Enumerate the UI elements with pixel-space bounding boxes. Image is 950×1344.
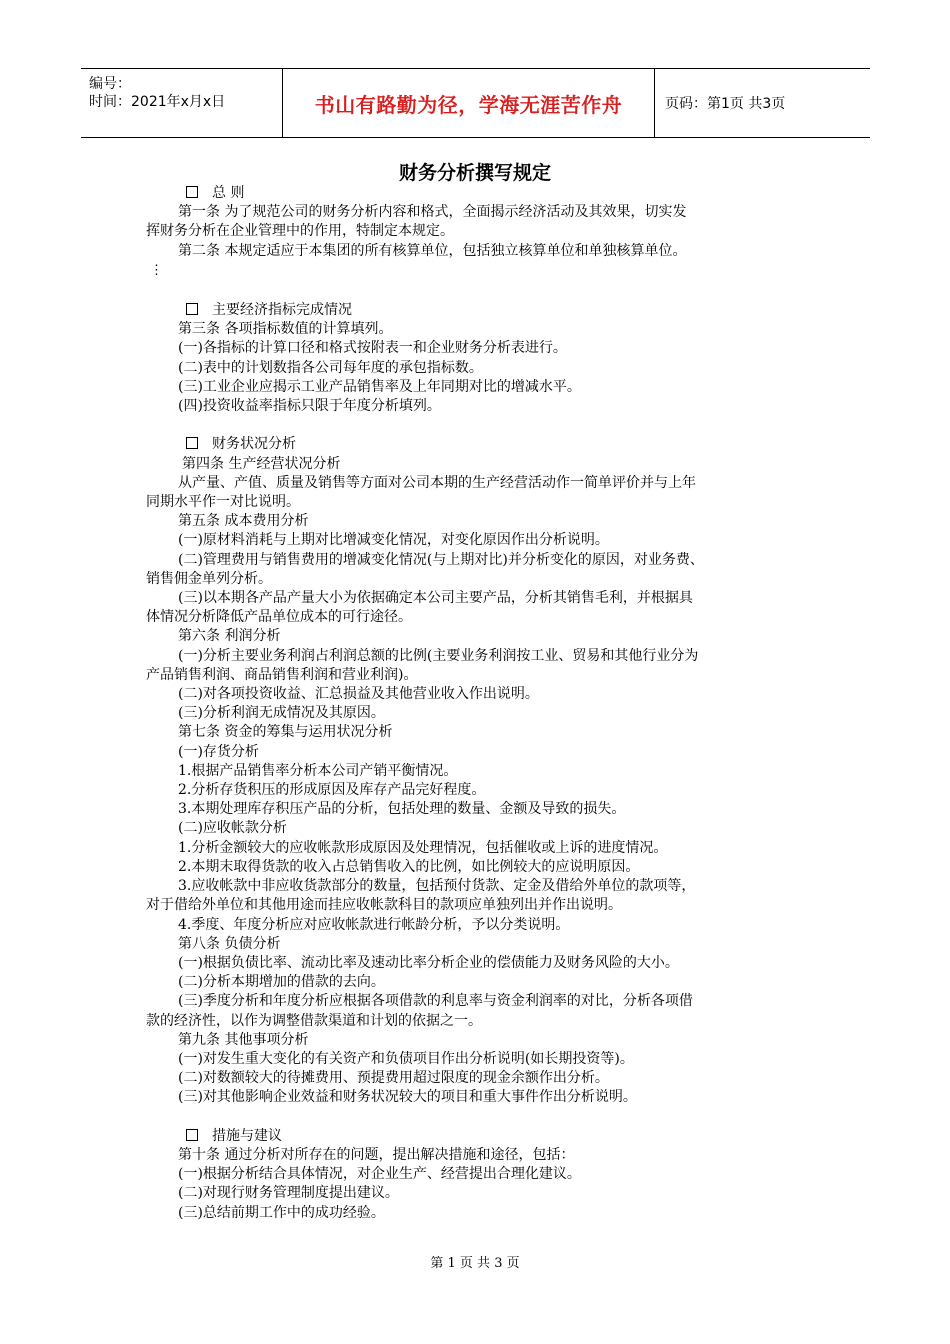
article-4: 第四条 生产经营状况分析: [182, 455, 341, 472]
section-heading-measures: 措施与建议: [146, 1127, 810, 1146]
article-9-item-1: (一)对发生重大变化的有关资产和负债项目作出分析说明(如长期投资等)。: [178, 1050, 634, 1067]
article-3-item-3: (三)工业企业应揭示工业产品销售率及上年同期对比的增减水平。: [178, 378, 581, 395]
article-9-item-2: (二)对数额较大的待摊费用、预提费用超过限度的现金余额作出分析。: [178, 1070, 609, 1087]
article-6-item-2: (二)对各项投资收益、汇总损益及其他营业收入作出说明。: [178, 686, 539, 703]
header-motto-cell: [283, 69, 655, 137]
article-7-item-2: (二)应收帐款分析: [178, 820, 287, 837]
article-2: 第二条 本规定适应于本集团的所有核算单位，包括独立核算单位和单独核算单位。: [178, 242, 687, 259]
article-5-item-3-line-1: (三)以本期各产品产量大小为依据确定本公司主要产品，分析其销售毛利，并根据具: [178, 590, 693, 607]
article-10-item-1: (一)根据分析结合具体情况，对企业生产、经营提出合理化建议。: [178, 1166, 581, 1183]
article-7-item-1-3: 3.本期处理库存积压产品的分析，包括处理的数量、金额及导致的损失。: [178, 801, 626, 818]
article-7-item-2-2: 2.本期末取得货款的收入占总销售收入的比例，如比例较大的应说明原因。: [178, 858, 640, 875]
article-1-line-2: 挥财务分析在企业管理中的作用，特制定本规定。: [146, 223, 454, 240]
article-8-item-1: (一)根据负债比率、流动比率及速动比率分析企业的偿债能力及财务风险的大小。: [178, 954, 679, 971]
article-5: 第五条 成本费用分析: [178, 513, 309, 530]
header-page-cell: [655, 69, 870, 137]
article-6: 第六条 利润分析: [178, 628, 281, 645]
checkbox-square-icon: [186, 186, 198, 198]
checkbox-square-icon: [186, 437, 198, 449]
article-5-item-3-line-2: 体情况分析降低产品单位成本的可行途径。: [146, 609, 412, 626]
article-8: 第八条 负债分析: [178, 935, 281, 952]
article-5-item-2-line-1: (二)管理费用与销售费用的增减变化情况(与上期对比)并分析变化的原因，对业务费、: [178, 551, 704, 568]
checkbox-square-icon: [186, 303, 198, 315]
article-8-item-3-line-1: (三)季度分析和年度分析应根据各项借款的利息率与资金利润率的对比，分析各项借: [178, 993, 693, 1010]
article-6-item-1-line-2: 产品销售利润、商品销售利润和营业利润)。: [146, 666, 418, 683]
article-9-item-3: (三)对其他影响企业效益和财务状况较大的项目和重大事件作出分析说明。: [178, 1089, 637, 1106]
article-7: 第七条 资金的筹集与运用状况分析: [178, 724, 393, 741]
article-7-item-1-1: 1.根据产品销售率分析本公司产销平衡情况。: [178, 762, 458, 779]
header-page-info: 页码：第1页 共3页: [665, 96, 786, 112]
article-10: 第十条 通过分析对所存在的问题，提出解决措施和途径，包括：: [178, 1146, 575, 1163]
article-4-line-2: 同期水平作一对比说明。: [146, 494, 300, 511]
page-footer: 第 1 页 共 3 页: [430, 1256, 520, 1271]
article-6-item-3: (三)分析利润无成情况及其原因。: [178, 705, 385, 722]
section-heading-general: 总 则: [146, 184, 810, 203]
document-header: [81, 68, 870, 138]
article-8-item-3-line-2: 款的经济性，以作为调整借款渠道和计划的依据之一。: [146, 1012, 482, 1029]
article-6-item-1-line-1: (一)分析主要业务利润占利润总额的比例(主要业务利润按工业、贸易和其他行业分为: [178, 647, 699, 664]
article-9: 第九条 其他事项分析: [178, 1031, 309, 1048]
article-3-item-1: (一)各指标的计算口径和格式按附表一和企业财务分析表进行。: [178, 340, 567, 357]
article-3-item-4: (四)投资收益率指标只限于年度分析填列。: [178, 398, 441, 415]
article-5-item-2-line-2: 销售佣金单列分析。: [146, 570, 272, 587]
document-body: [146, 184, 810, 1223]
article-10-item-3: (三)总结前期工作中的成功经验。: [178, 1204, 385, 1221]
article-5-item-1: (一)原材料消耗与上期对比增减变化情况，对变化原因作出分析说明。: [178, 532, 609, 549]
article-7-item-2-4: 4.季度、年度分析应对应收帐款进行帐龄分析，予以分类说明。: [178, 916, 570, 933]
article-7-item-1-2: 2.分析存货积压的形成原因及库存产品完好程度。: [178, 782, 486, 799]
ellipsis-marker: ⋮: [150, 262, 163, 278]
doc-time-label: 时间：2021年x月x日: [89, 94, 226, 110]
section-heading-financial-status: 财务状况分析: [146, 435, 810, 454]
article-7-item-2-1: 1.分析金额较大的应收帐款形成原因及处理情况，包括催收或上诉的进度情况。: [178, 839, 668, 856]
article-1-line-1: 第一条 为了规范公司的财务分析内容和格式，全面揭示经济活动及其效果，切实发: [178, 204, 687, 221]
article-3: 第三条 各项指标数值的计算填列。: [178, 321, 393, 338]
header-meta-cell: [81, 69, 283, 137]
page-title: 财务分析撰写规定: [398, 162, 551, 184]
article-7-item-2-3-line-2: 对于借给外单位和其他用途而挂应收帐款科目的款项应单独列出并作出说明。: [146, 897, 622, 914]
section-heading-indicators: 主要经济指标完成情况: [146, 301, 810, 320]
doc-code-label: 编号：: [89, 76, 131, 92]
article-7-item-2-3-line-1: 3.应收帐款中非应收货款部分的数量，包括预付货款、定金及借给外单位的款项等，: [178, 878, 696, 895]
header-motto: 书山有路勤为径，学海无涯苦作舟: [314, 92, 623, 117]
article-10-item-2: (二)对现行财务管理制度提出建议。: [178, 1185, 399, 1202]
article-8-item-2: (二)分析本期增加的借款的去向。: [178, 974, 385, 991]
checkbox-square-icon: [186, 1129, 198, 1141]
article-7-item-1: (一)存货分析: [178, 743, 259, 760]
article-4-line-1: 从产量、产值、质量及销售等方面对公司本期的生产经营活动作一简单评价并与上年: [178, 474, 696, 491]
article-3-item-2: (二)表中的计划数指各公司每年度的承包指标数。: [178, 359, 483, 376]
